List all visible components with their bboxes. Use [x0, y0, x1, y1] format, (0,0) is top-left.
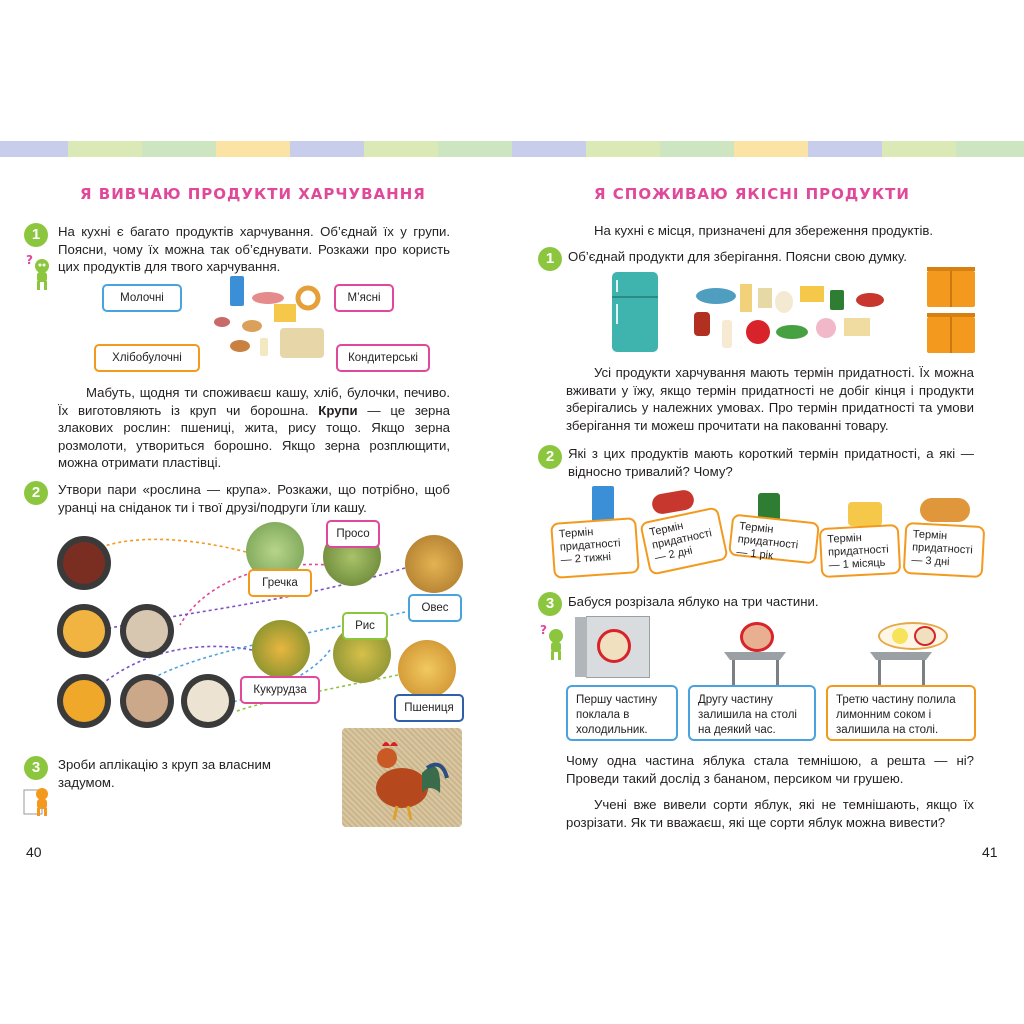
page-number-right: 41: [982, 844, 998, 860]
grain-bowl-barley: [120, 604, 174, 658]
right-task3-text: Бабуся розрізала яблуко на три частини.: [568, 594, 819, 609]
apple-varieties-paragraph: Учені вже вивели сорти яблук, які не темнішають, якщо їх розрізати. Як ти вважаєш, які ще сорти яблук можна вивести?: [566, 797, 974, 830]
right-page-title: Я СПОЖИВАЮ ЯКІСНІ ПРОДУКТИ: [594, 185, 910, 203]
right-task1-text: Об’єднай продукти для зберігання. Поясни свою думку.: [568, 249, 907, 264]
plant-photo-wheat: [398, 640, 456, 698]
grain-rooster-applique: [342, 728, 462, 827]
cupboard-icon: [927, 317, 975, 353]
group-label-dairy: Молочні: [102, 284, 182, 312]
left-page-title: Я ВИВЧАЮ ПРОДУКТИ ХАРЧУВАННЯ: [80, 185, 426, 203]
group-label-meat: М’ясні: [334, 284, 394, 312]
open-fridge-icon: [586, 616, 650, 678]
task1-text: На кухні є багато продуктів харчування. Об’єднай їх у групи. Поясни, чому їх можна так об’єднувати. Розкажи про користь цих продуктів для твого харчування.: [58, 224, 450, 275]
grain-bowl-oats: [120, 674, 174, 728]
plant-label-rice: Рис: [342, 612, 388, 640]
apple-card-fridge: Першу частину поклала в холодильник.: [566, 685, 678, 741]
expiry-card-bread: Термін придатності — 3 дні: [903, 522, 986, 578]
right-intro: На кухні є місця, призначені для збереження продуктів.: [594, 223, 934, 238]
svg-text:?: ?: [540, 623, 547, 637]
task-number-badge: 1: [24, 223, 48, 247]
plant-label-oats: Овес: [408, 594, 462, 622]
apple-card-lemon: Третю частину полила лимонним соком і залишила на столі.: [826, 685, 976, 741]
grain-bowl-millet: [57, 604, 111, 658]
expiry-card-milk: Термін придатності — 2 тижні: [550, 517, 640, 579]
grain-bowl-corn: [57, 674, 111, 728]
task2-text: Утвори пари «рослина — крупа». Розкажи, що потрібно, щоб уранці на сніданок ти і твої друзі/подруги їли кашу.: [58, 482, 450, 515]
task-number-badge: 1: [538, 247, 562, 271]
plant-photo-oats: [405, 535, 463, 593]
right-task2-text: Які з цих продуктів мають короткий термін придатності, а які — відносно тривалий? Чому?: [568, 446, 974, 479]
cupboard-icon: [927, 271, 975, 307]
group-label-bakery: Хлібобулочні: [94, 344, 200, 372]
task-number-badge: 3: [538, 592, 562, 616]
plant-label-millet: Просо: [326, 520, 380, 548]
task-number-badge: 2: [538, 445, 562, 469]
group-label-confectionery: Кондитерські: [336, 344, 430, 372]
expiry-card-peas: Термін придатності — 1 рік: [728, 514, 820, 565]
expiry-card-sausage: Термін придатності — 2 дні: [639, 506, 728, 575]
expiry-paragraph: Усі продукти харчування мають термін придатності. Їх можна вживати у їжу, якщо термін придатності не добіг кінця і продукти зберігались у належних умовах. Про термін придатності та умови зберігання ти можеш прочитати на пакованні товару.: [566, 365, 974, 433]
apple-card-table: Другу частину залишила на столі на деякий час.: [688, 685, 816, 741]
grains-term: Крупи: [318, 402, 358, 418]
plant-photo-corn: [252, 620, 310, 678]
apple-question-paragraph: Чому одна частина яблука стала темнішою, а решта — ні? Проведи такий дослід з бананом, персиком чи грушею.: [566, 753, 974, 786]
storage-products-illustration: [692, 280, 892, 357]
plate-with-lemon-and-apple-icon: [878, 622, 948, 650]
expiry-card-cheese: Термін придатності — 1 місяць: [819, 524, 902, 578]
browned-apple-slice-icon: [740, 622, 774, 652]
cheese-icon: [848, 502, 882, 526]
task-number-badge: 2: [24, 481, 48, 505]
svg-text:?: ?: [26, 253, 33, 267]
think-mascot-icon: [540, 622, 568, 667]
grains-paragraph-part2: — це зерна злакових рослин: пшениці, жита, рису тощо. Якщо зерна розмолоти, утвориться борошно. Якщо зерна розплющити, можна отримати пластівці.: [58, 402, 450, 471]
craft-mascot-icon: [22, 784, 52, 823]
task-number-badge: 3: [24, 756, 48, 780]
plant-label-buckwheat: Гречка: [248, 569, 312, 597]
fridge-icon: [612, 272, 658, 352]
page-number-left: 40: [26, 844, 42, 860]
bread-loaf-icon: [920, 498, 970, 522]
grains-paragraph-part1: Мабуть, щодня ти споживаєш кашу, хліб, булочки, печиво. Їх виготовляють із круп чи борошна.: [58, 385, 450, 418]
grain-bowl-buckwheat: [57, 536, 111, 590]
plant-label-wheat: Пшениця: [394, 694, 464, 722]
task3-text: Зроби аплікацію з круп за власним задумом.: [58, 757, 271, 790]
plant-label-corn: Кукурудза: [240, 676, 320, 704]
grain-bowl-rice: [181, 674, 235, 728]
